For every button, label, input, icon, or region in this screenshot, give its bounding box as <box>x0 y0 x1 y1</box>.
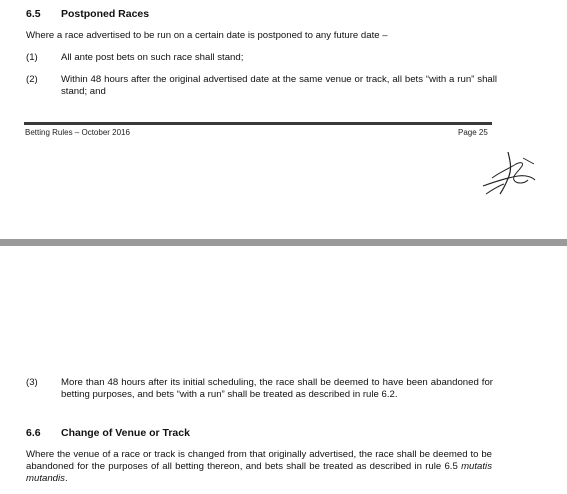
footer-page-number: Page 25 <box>458 128 488 137</box>
section-title-postponed-races: Postponed Races <box>61 8 150 20</box>
item-text-2: Within 48 hours after the original advertised date at the same venue or track, all bets “with a run” shall stand; and <box>61 74 497 97</box>
section-number-6-6: 6.6 <box>26 427 41 439</box>
item-text-3: More than 48 hours after its initial scheduling, the race shall be deemed to have been abandoned for betting purposes, and bets “with a run” shall be treated as described in rule 6.2. <box>61 377 493 400</box>
paragraph-text: Where the venue of a race or track is changed from that originally advertised, the race shall be deemed to be abandoned for the purposes of all betting thereon, and bets shall be treated as described in rule 6.5 <box>26 449 492 472</box>
item-number-3: (3) <box>26 377 38 388</box>
item-number-1: (1) <box>26 52 38 63</box>
section-title-change-of-venue: Change of Venue or Track <box>61 427 190 439</box>
latin-phrase: mutatis mutandis <box>26 461 492 484</box>
section-number-6-5: 6.5 <box>26 8 41 20</box>
intro-paragraph: Where a race advertised to be run on a certain date is postponed to any future date – <box>26 30 388 41</box>
item-number-2: (2) <box>26 74 38 85</box>
footer-rule <box>24 122 492 125</box>
paragraph-end: . <box>64 473 68 484</box>
footer-left-text: Betting Rules – October 2016 <box>25 128 130 137</box>
signature-scribble <box>478 150 540 198</box>
change-of-venue-paragraph <box>26 449 492 485</box>
item-text-1: All ante post bets on such race shall stand; <box>61 52 244 63</box>
page-separator <box>0 239 567 246</box>
